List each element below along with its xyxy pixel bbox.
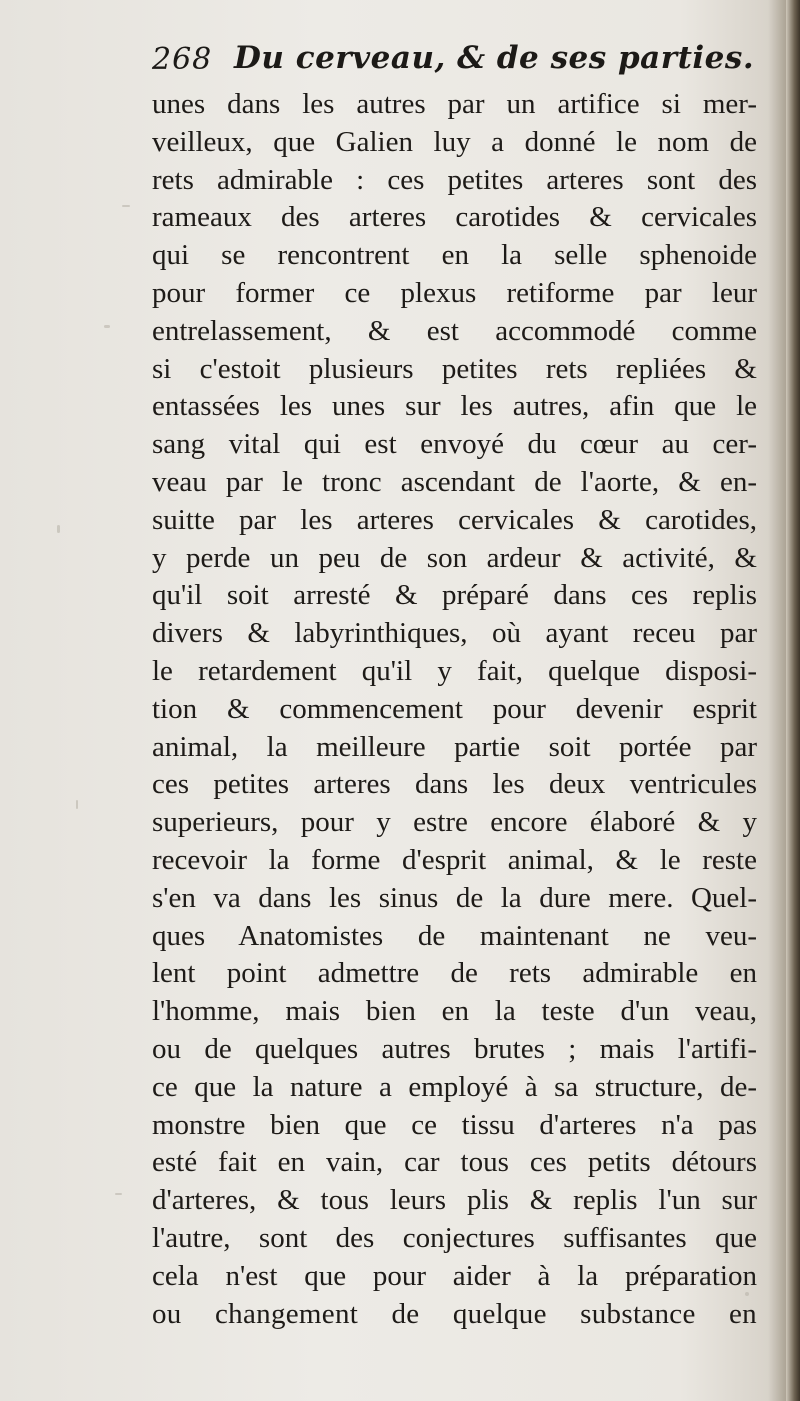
text-line: rets admirable : ces petites arteres sont des bbox=[152, 163, 757, 196]
page-gutter-shadow bbox=[786, 0, 800, 1401]
text-line: ces petites arteres dans les deux ventricules bbox=[152, 768, 757, 801]
text-line: esté fait en vain, car tous ces petits détours bbox=[152, 1146, 757, 1179]
running-title: Du cerveau, & de ses parties. bbox=[234, 40, 755, 76]
text-line: y perde un peu de son ardeur & activité, & bbox=[152, 541, 757, 574]
text-line: l'autre, sont des conjectures suffisantes que bbox=[152, 1221, 757, 1254]
text-line: superieurs, pour y estre encore élaboré & y bbox=[152, 806, 757, 839]
page-number: 268 bbox=[152, 42, 213, 77]
text-line: lent point admettre de rets admirable en bbox=[152, 957, 757, 990]
text-line: d'arteres, & tous leurs plis & replis l'un sur bbox=[152, 1184, 757, 1217]
paper-speck bbox=[104, 325, 110, 328]
text-line: s'en va dans les sinus de la dure mere. Quel- bbox=[152, 881, 757, 914]
text-line: l'homme, mais bien en la teste d'un veau, bbox=[152, 995, 757, 1028]
text-line: suitte par les arteres cervicales & carotides, bbox=[152, 503, 757, 536]
text-line: veilleux, que Galien luy a donné le nom de bbox=[152, 125, 757, 158]
paper-speck bbox=[115, 1193, 122, 1195]
text-line: entassées les unes sur les autres, afin que le bbox=[152, 390, 757, 423]
text-line: cela n'est que pour aider à la préparation bbox=[152, 1259, 757, 1292]
text-line: tion & commencement pour devenir esprit bbox=[152, 692, 757, 725]
page-header bbox=[152, 40, 762, 86]
text-line: pour former ce plexus retiforme par leur bbox=[152, 276, 757, 309]
text-line: ou changement de quelque substance en bbox=[152, 1297, 757, 1330]
text-line: monstre bien que ce tissu d'arteres n'a pas bbox=[152, 1108, 757, 1141]
text-line: le retardement qu'il y fait, quelque disposi- bbox=[152, 654, 757, 687]
paper-speck bbox=[122, 205, 130, 207]
text-line: si c'estoit plusieurs petites rets repliées & bbox=[152, 352, 757, 385]
text-line: rameaux des arteres carotides & cervicales bbox=[152, 201, 757, 234]
text-line: sang vital qui est envoyé du cœur au cer- bbox=[152, 428, 757, 461]
text-line: animal, la meilleure partie soit portée par bbox=[152, 730, 757, 763]
paper-speck bbox=[745, 1292, 749, 1296]
text-line: ou de quelques autres brutes ; mais l'artifi- bbox=[152, 1032, 757, 1065]
paper-speck bbox=[76, 800, 78, 809]
text-line: qu'il soit arresté & préparé dans ces replis bbox=[152, 579, 757, 612]
text-line: ce que la nature a employé à sa structure, de- bbox=[152, 1070, 757, 1103]
text-line: veau par le tronc ascendant de l'aorte, & en- bbox=[152, 465, 757, 498]
text-line: divers & labyrinthiques, où ayant receu par bbox=[152, 617, 757, 650]
paper-speck bbox=[57, 525, 60, 533]
text-line: entrelassement, & est accommodé comme bbox=[152, 314, 757, 347]
text-line: recevoir la forme d'esprit animal, & le reste bbox=[152, 843, 757, 876]
text-line: ques Anatomistes de maintenant ne veu- bbox=[152, 919, 757, 952]
text-line: unes dans les autres par un artifice si mer- bbox=[152, 88, 757, 120]
text-line: qui se rencontrent en la selle sphenoide bbox=[152, 239, 757, 272]
body-text bbox=[152, 86, 757, 1333]
